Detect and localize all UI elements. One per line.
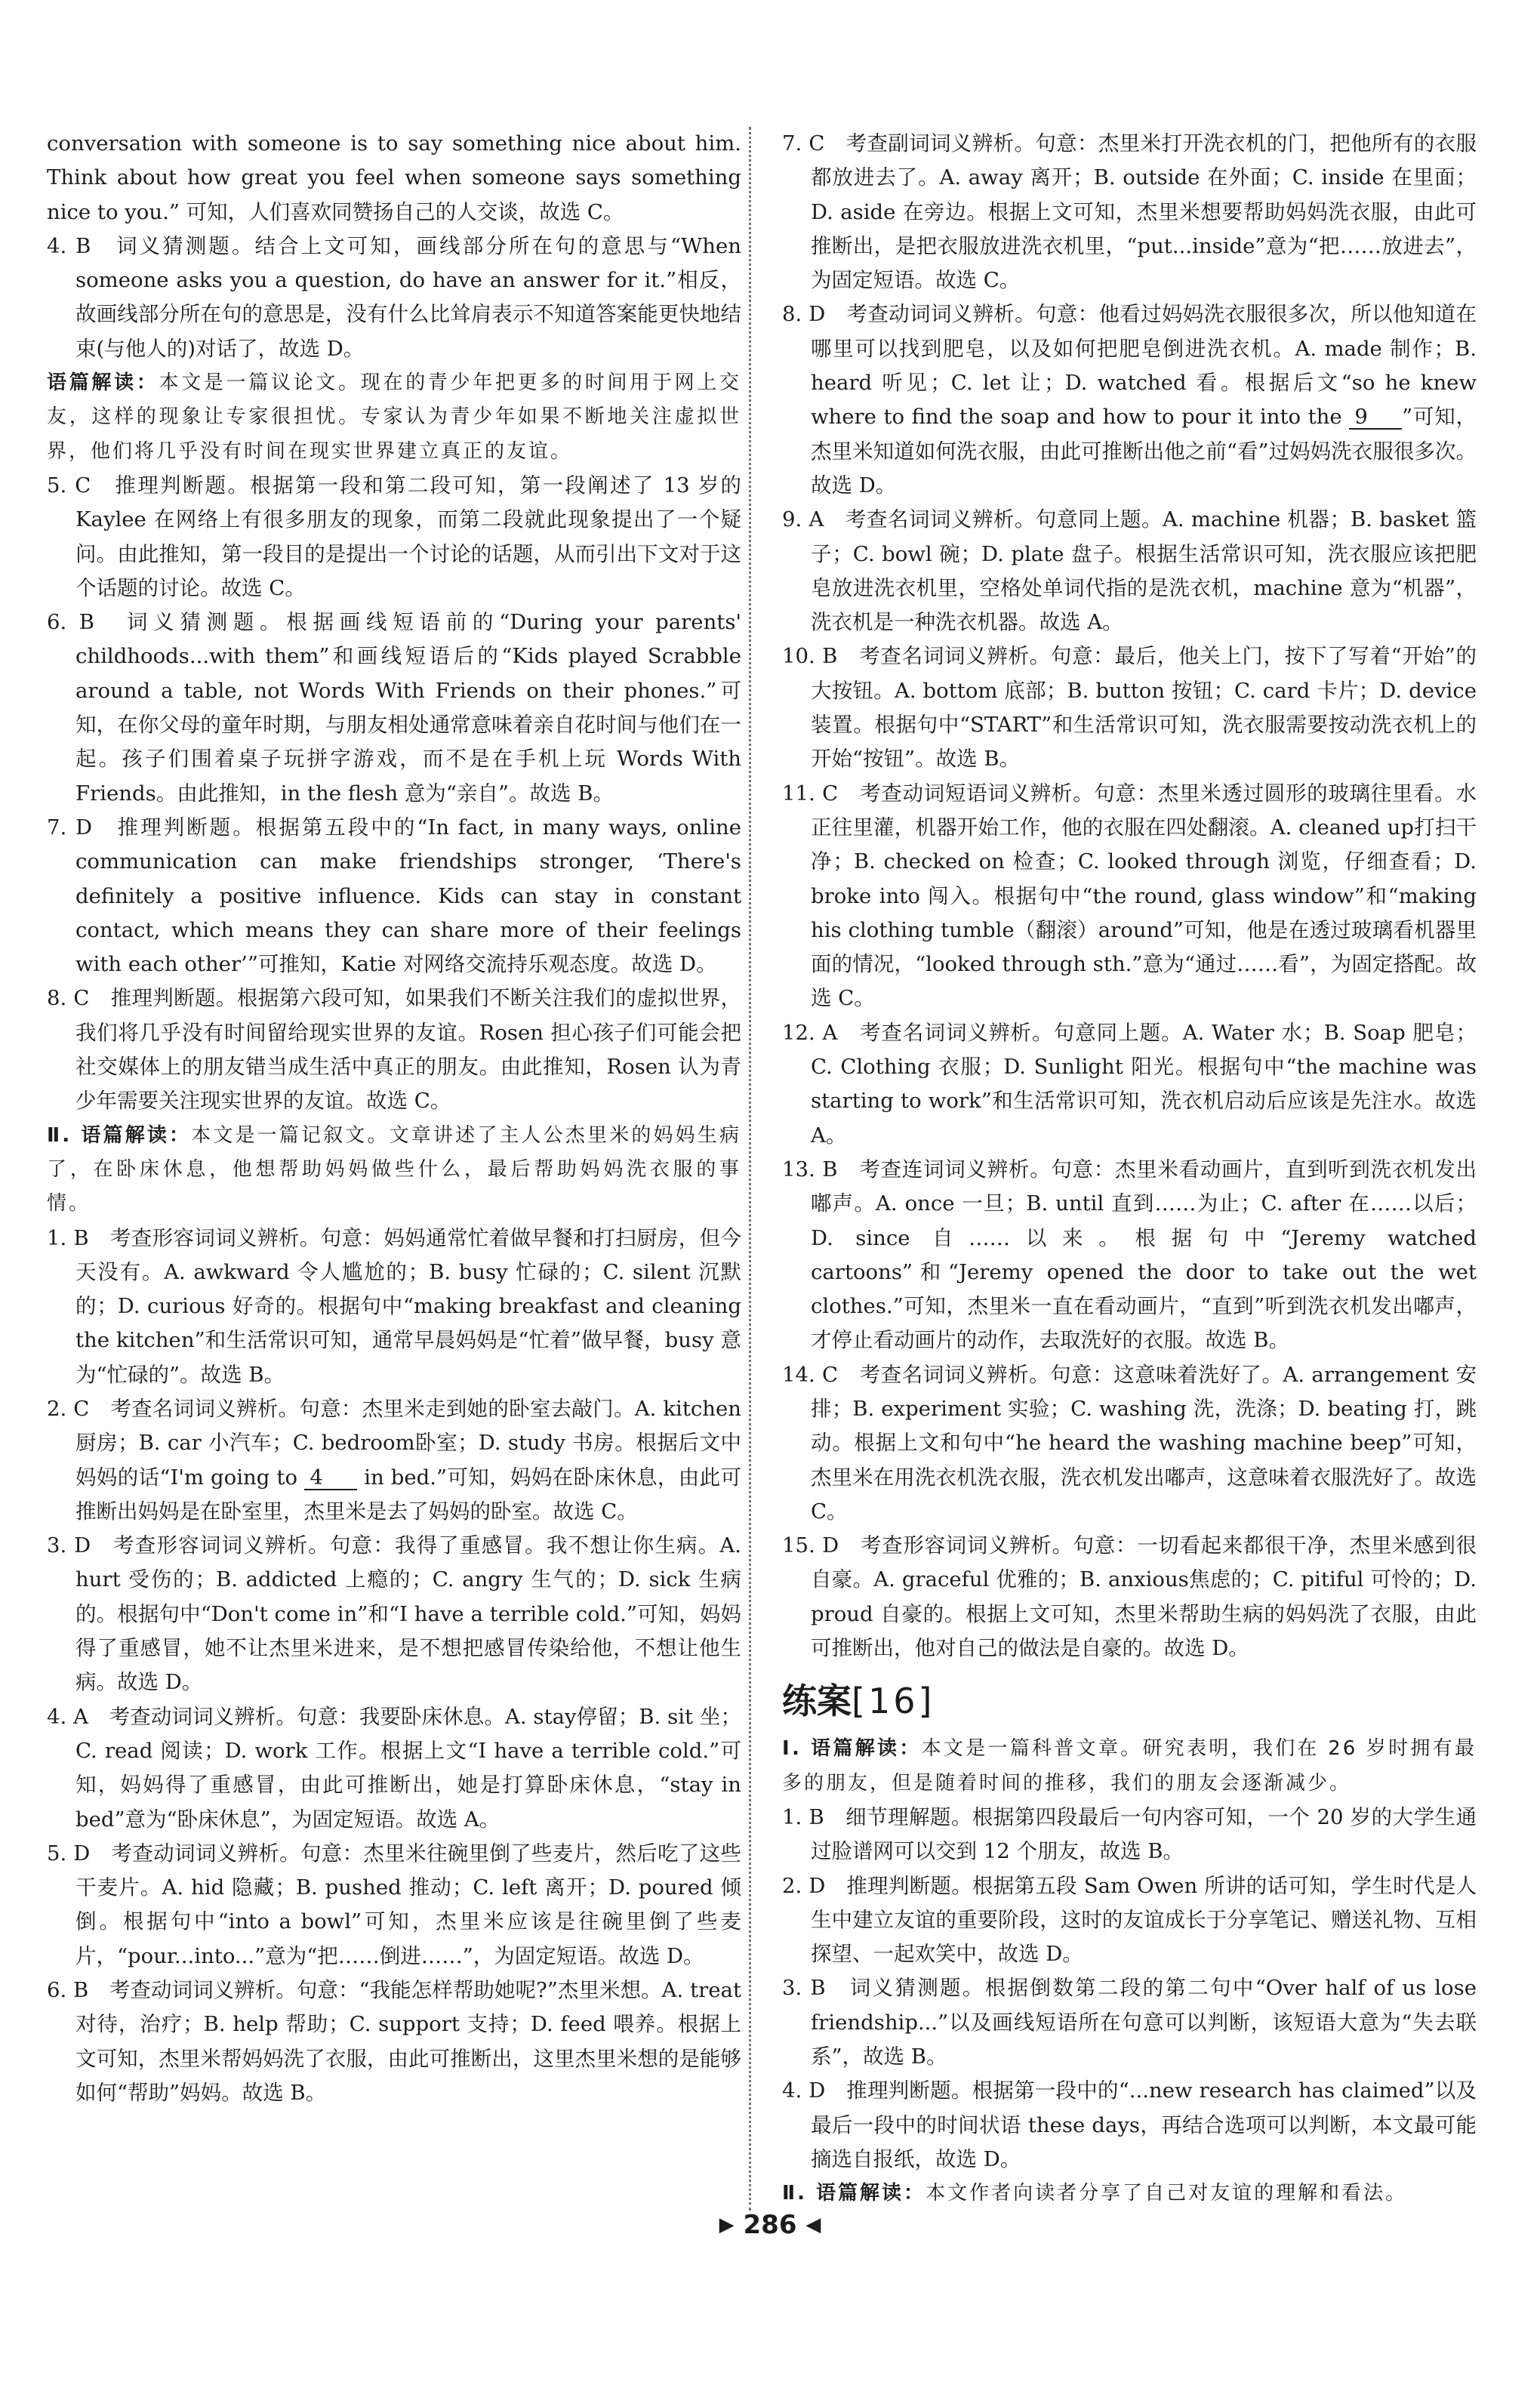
note-text: 本文是一篇科普文章。研究表明，我们在 26 岁时拥有最多的朋友，但是随着时间的推移，我们的朋友会逐渐减少。 [782,1737,1477,1795]
answer-item: 4. A 考查动词词义辨析。句意：我要卧床休息。A. stay停留；B. sit 坐；C. read 阅读；D. work 工作。根据上文“I have a terrible cold.”可知，妈妈得了重感冒，由此可推断出，她是打算卧床休息，“stay in bed”意为“卧床休息”，为固定短语。故选 A。 [47,1704,741,1832]
answer-item: 2. D 推理判断题。根据第五段 Sam Owen 所讲的话可知，学生时代是人生中建立友谊的重要阶段，这时的友谊成长于分享笔记、赠送礼物、互相探望、一起欢笑中，故选 D。 [782,1873,1477,1967]
answer-item: 1. B 细节理解题。根据第四段最后一句内容可知，一个 20 岁的大学生通过脸谱网可以交到 12 个朋友，故选 B。 [782,1804,1477,1864]
answer-item: 5. D 考查动词词义辨析。句意：杰里米往碗里倒了些麦片，然后吃了这些干麦片。A. hid 隐藏；B. pushed 推动；C. left 离开；D. poured 倾倒。根据句中“into a bowl”可知，杰里米应该是往碗里倒了些麦片，“pour...into...”意为“把……倒进……”，为固定短语。故选 D。 [47,1841,741,1968]
note-label: 语篇解读： [47,371,159,395]
note-text: 本文是一篇记叙文。文章讲述了主人公杰里米的妈妈生病了，在卧床休息，他想帮助妈妈做些什么，最后帮助妈妈洗衣服的事情。 [47,1123,741,1216]
passage-interpretation [47,366,741,469]
note-label: Ⅱ. 语篇解读： [47,1123,192,1147]
right-column [782,127,1477,2211]
section-number: [16] [852,1681,935,1722]
answer-text: 2. C 考查名词词义辨析。句意：杰里米走到她的卧室去敲门。A. kitchen厨房；B. car 小汽车；C. bedroom卧室；D. study 书房。根据后文中妈妈的话“I'm going to [47,1396,741,1490]
note-text: 本文作者向读者分享了自己对友谊的理解和看法。 [926,2182,1408,2205]
blank-number: 9 [1349,405,1402,430]
answer-item: 6. B 词义猜测题。根据画线短语前的“During your parents' childhoods...with them”和画线短语后的“Kids played Scrabble around a table, not Words With Friends on their phones.”可知，在你父母的童年时期，与朋友相处通常意味着亲自花时间与他们在一起。孩子们围着桌子玩拼字游戏，而不是在手机上玩 Words With Friends。由此推知，in the flesh 意为“亲自”。故选 B。 [47,610,741,806]
left-column [47,127,741,2110]
column-divider [749,127,751,2211]
answer-item: 15. D 考查形容词词义辨析。句意：一切看起来都很干净，杰里米感到很自豪。A. graceful 优雅的；B. anxious焦虑的；C. pitiful 可怜的；D. proud 自豪的。根据上文可知，杰里米帮助生病的妈妈洗了衣服，由此可推断出，他对自己的做法是自豪的。故选 D。 [782,1533,1477,1661]
note-text: 本文是一篇议论文。现在的青少年把更多的时间用于网上交友，这样的现象让专家很担忧。专家认为青少年如果不断地关注虚拟世界，他们将几乎没有时间在现实世界建立真正的友谊。 [47,371,741,463]
answer-item [47,1392,741,1529]
section-title-text: 练案 [782,1681,852,1722]
page-number: 286 [743,2210,797,2240]
continued-paragraph: conversation with someone is to say something nice about him. Think about how great you feel when someone says something nice to you.” 可知，人们喜欢同赞扬自己的人交谈，故选 C。 [47,131,741,224]
answer-item: 7. D 推理判断题。根据第五段中的“In fact, in many ways, online communication can make friendships stronger, ‘There's definitely a positive influence. Kids can stay in constant contact, which means they can share more of their feelings with each other’”可推知，Katie 对网络交流持乐观态度。故选 D。 [47,815,741,977]
answer-item: 10. B 考查名词词义辨析。句意：最后，他关上门，按下了写着“开始”的大按钮。A. bottom 底部；B. button 按钮；C. card 卡片；D. device 装置。根据句中“START”和生活常识可知，洗衣服需要按动洗衣机上的开始“按钮”。故选 B。 [782,644,1477,772]
answer-item: 4. B 词义猜测题。结合上文可知，画线部分所在句的意思与“When someone asks you a question, do have an answer for it.”相反，故画线部分所在句的意思是，没有什么比耸肩表示不知道答案能更快地结束(与他人的)对话了，故选 D。 [47,233,741,361]
answer-item [782,297,1477,503]
passage-interpretation [47,1119,741,1222]
answer-text: ”可知，杰里米知道如何洗衣服，由此可推断出他之前“看”过妈妈洗衣服很多次。故选 D。 [811,405,1477,498]
answer-item: 6. B 考查动词词义辨析。句意：“我能怎样帮助她呢?”杰里米想。A. treat 对待，治疗；B. help 帮助；C. support 支持；D. feed 喂养。根据上文可知，杰里米帮妈妈洗了衣服，由此可推断出，这里杰里米想的是能够如何“帮助”妈妈。故选 B。 [47,1978,741,2105]
answer-item: 3. D 考查形容词词义辨析。句意：我得了重感冒。我不想让你生病。A. hurt 受伤的；B. addicted 上瘾的；C. angry 生气的；D. sick 生病的。根据句中“Don't come in”和“I have a terrible cold.”可知，妈妈得了重感冒，她不让杰里米进来，是不想把感冒传染给他，不想让他生病。故选 D。 [47,1533,741,1695]
answer-item: 8. C 推理判断题。根据第六段可知，如果我们不断关注我们的虚拟世界，我们将几乎没有时间留给现实世界的友谊。Rosen 担心孩子们可能会把社交媒体上的朋友错当成生活中真正的朋友。由此推知，Rosen 认为青少年需要关注现实世界的友谊。故选 C。 [47,986,741,1114]
section-title [782,1676,1477,1726]
blank-number: 4 [304,1466,357,1490]
answer-item: 1. B 考查形容词词义辨析。句意：妈妈通常忙着做早餐和打扫厨房，但今天没有。A. awkward 令人尴尬的；B. busy 忙碌的；C. silent 沉默的；D. curious 好奇的。根据句中“making breakfast and cleaning the kitchen”和生活常识可知，通常早晨妈妈是“忙着”做早餐，busy 意为“忙碌的”。故选 B。 [47,1225,741,1387]
note-label: Ⅰ. 语篇解读： [782,1737,922,1761]
answer-text: 8. D 考查动词词义辨析。句意：他看过妈妈洗衣服很多次，所以他知道在哪里可以找到肥皂，以及如何把肥皂倒进洗衣机。A. made 制作；B. heard 听见；C. let 让；D. watched 看。根据后文“so he knew where to find the soap and how to pour it into the [782,302,1477,430]
answer-item: 14. C 考查名词词义辨析。句意：这意味着洗好了。A. arrangement 安排；B. experiment 实验；C. washing 洗，洗涤；D. beating 打，跳动。根据上文和句中“he heard the washing machine beep”可知，杰里米在用洗衣机洗衣服，洗衣机发出嘟声，这意味着衣服洗好了。故选 C。 [782,1362,1477,1524]
answer-item: 12. A 考查名词词义辨析。句意同上题。A. Water 水；B. Soap 肥皂；C. Clothing 衣服；D. Sunlight 阳光。根据句中“the machine was starting to work”和生活常识可知，洗衣机启动后应该是先注水。故选 A。 [782,1020,1477,1148]
passage-interpretation [782,2177,1477,2211]
answer-item: 9. A 考查名词词义辨析。句意同上题。A. machine 机器；B. basket 篮子；C. bowl 碗；D. plate 盘子。根据生活常识可知，洗衣服应该把肥皂放进洗衣机里，空格处单词代指的是洗衣机，machine 意为“机器”，洗衣机是一种洗衣机器。故选 A。 [782,507,1477,635]
left-arrow-icon: ◀ [805,2214,821,2236]
answer-text: in bed.”可知，妈妈在卧床休息，由此可推断出妈妈是在卧室里，杰里米是去了妈妈的卧室。故选 C。 [75,1465,741,1524]
page-footer [0,2208,1540,2242]
answer-item: 3. B 词义猜测题。根据倒数第二段的第二句中“Over half of us lose friendship...”以及画线短语所在句意可以判断，该短语大意为“失去联系”，故选 B。 [782,1976,1477,2069]
answer-item: 11. C 考查动词短语词义辨析。句意：杰里米透过圆形的玻璃往里看。水正往里灌，机器开始工作，他的衣服在四处翻滚。A. cleaned up打扫干净；B. checked on 检查；C. looked through 浏览，仔细查看；D. broke into 闯入。根据句中“the round, glass window”和“making his clothing tumble（翻滚）around”可知，他是在透过玻璃看机器里面的情况，“looked through sth.”意为“通过……看”，为固定搭配。故选 C。 [782,781,1477,1011]
passage-interpretation [782,1732,1477,1801]
answer-item: 7. C 考查副词词义辨析。句意：杰里米打开洗衣机的门，把他所有的衣服都放进去了。A. away 离开；B. outside 在外面；C. inside 在里面；D. aside 在旁边。根据上文可知，杰里米想要帮助妈妈洗衣服，由此可推断出，是把衣服放进洗衣机里，“put...inside”意为“把……放进去”，为固定短语。故选 C。 [782,131,1477,293]
answer-item: 13. B 考查连词词义辨析。句意：杰里米看动画片，直到听到洗衣机发出嘟声。A. once 一旦；B. until 直到……为止；C. after 在……以后；D. since 自……以来。根据句中“Jeremy watched cartoons”和“Jeremy opened the door to take out the wet clothes.”可知，杰里米一直在看动画片，“直到”听到洗衣机发出嘟声，才停止看动画片的动作，去取洗好的衣服。故选 B。 [782,1157,1477,1353]
answer-item: 5. C 推理判断题。根据第一段和第二段可知，第一段阐述了 13 岁的 Kaylee 在网络上有很多朋友的现象，而第二段就此现象提出了一个疑问。由此推知，第一段目的是提出一个讨论的话题，从而引出下文对于这个话题的讨论。故选 C。 [47,473,741,600]
note-label: Ⅱ. 语篇解读： [782,2182,926,2205]
right-arrow-icon: ▶ [719,2214,735,2236]
answer-item: 4. D 推理判断题。根据第一段中的“...new research has claimed”以及最后一段中的时间状语 these days，再结合选项可以判断，本文最可能摘选自报纸，故选 D。 [782,2078,1477,2171]
